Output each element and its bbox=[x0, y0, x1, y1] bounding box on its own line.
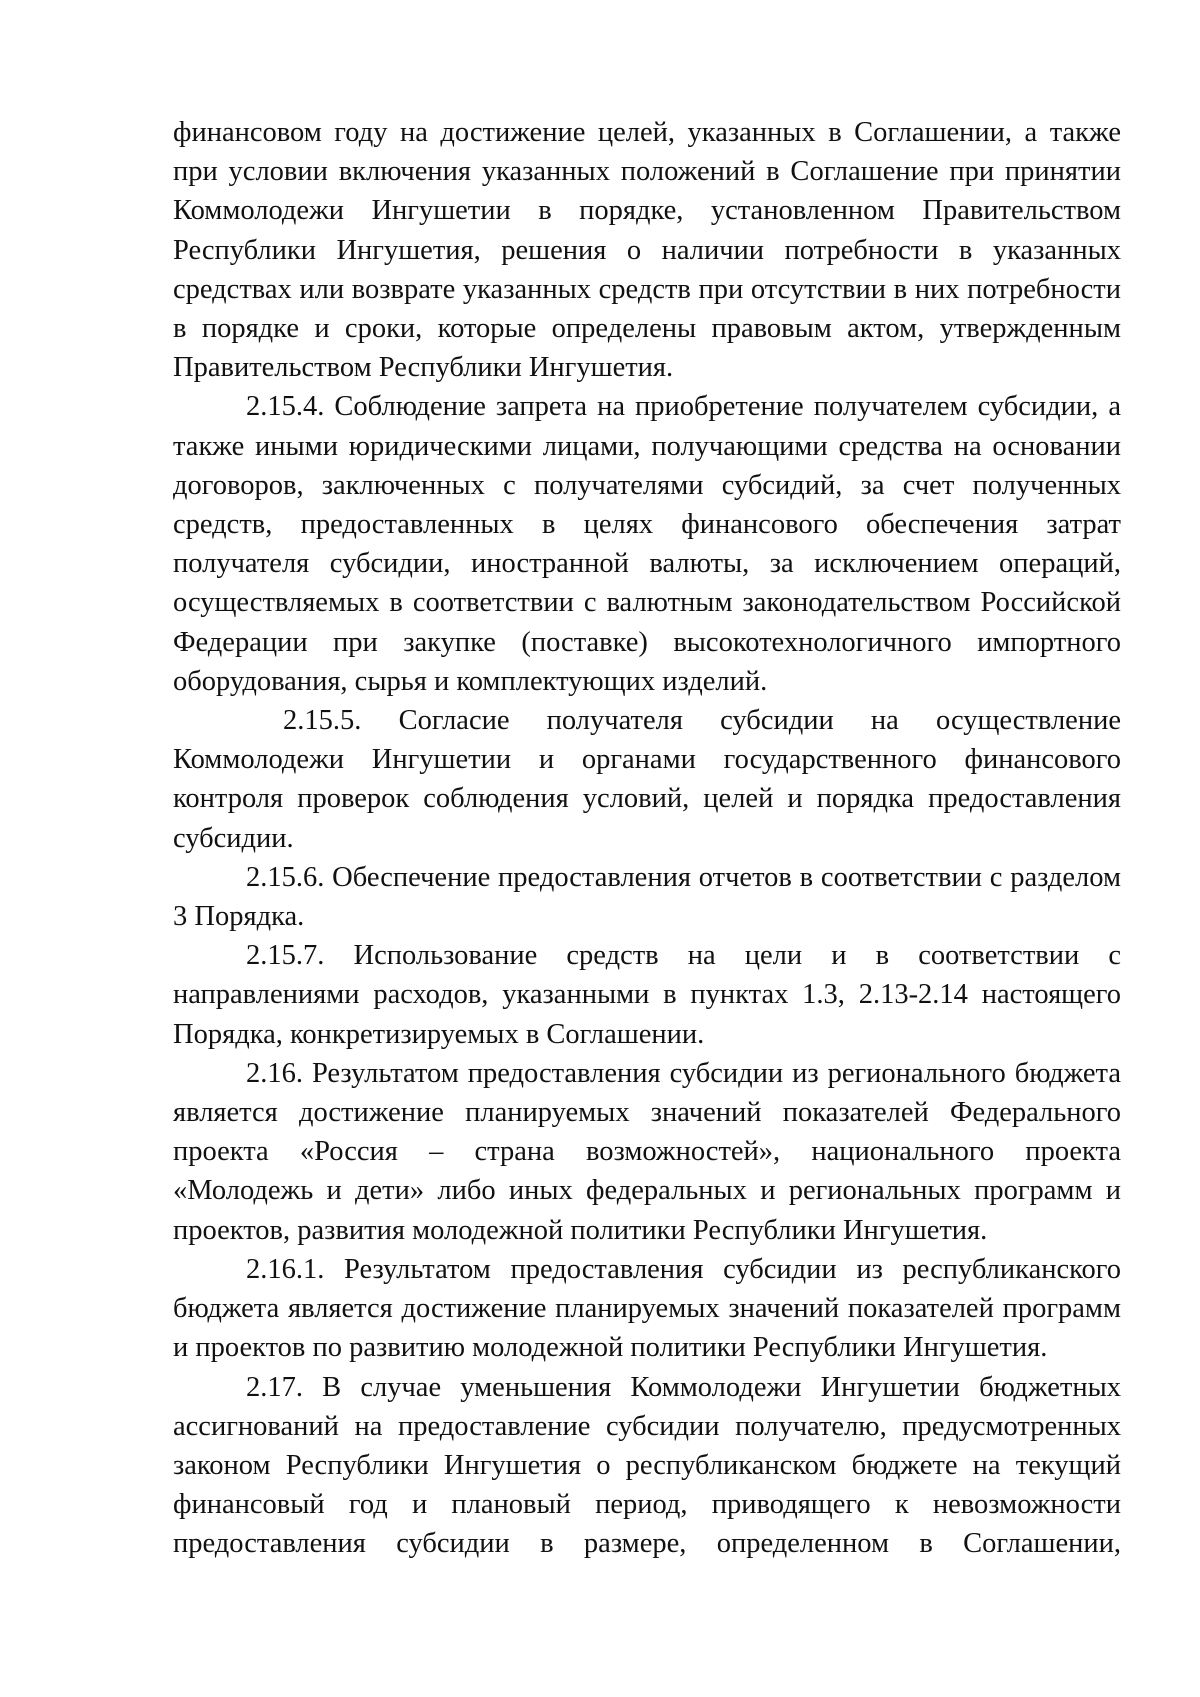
paragraph-2-15-5: 2.15.5. Согласие получателя субсидии на осуществление Коммолодежи Ингушетии и органами государственного финансового контроля проверок соблюдения условий, целей и порядка предоставления субсидии. bbox=[173, 705, 1121, 854]
document-page bbox=[173, 113, 1121, 1564]
paragraph-2-16: 2.16. Результатом предоставления субсидии из регионального бюджета является достижение планируемых значений показателей Федерального проекта «Россия – страна возможностей», национального проекта «Молодежь и дети» либо иных федеральных и региональных программ и проектов, развития молодежной политики Республики Ингушетия. bbox=[173, 1057, 1121, 1246]
paragraph-2-15-7: 2.15.7. Использование средств на цели и в соответствии с направлениями расходов, указанными в пунктах 1.3, 2.13-2.14 настоящего Порядка, конкретизируемых в Соглашении. bbox=[173, 940, 1121, 1050]
paragraph-continuation: финансовом году на достижение целей, указанных в Соглашении, а также при условии включения указанных положений в Соглашение при принятии Коммолодежи Ингушетии в порядке, установленном Правительством Республики Ингушетия, решения о наличии потребности в указанных средствах или возврате указанных средств при отсутствии в них потребности в порядке и сроки, которые определены правовым актом, утвержденным Правительством Республики Ингушетия. bbox=[173, 117, 1121, 384]
paragraph-2-16-1: 2.16.1. Результатом предоставления субсидии из республиканского бюджета является достижение планируемых значений показателей программ и проектов по развитию молодежной политики Республики Ингушетия. bbox=[173, 1253, 1121, 1364]
paragraph-2-15-4: 2.15.4. Соблюдение запрета на приобретение получателем субсидии, а также иными юридическими лицами, получающими средства на основании договоров, заключенных с получателями субсидий, за счет полученных средств, предоставленных в целях финансового обеспечения затрат получателя субсидии, иностранной валюты, за исключением операций, осуществляемых в соответствии с валютным законодательством Российской Федерации при закупке (поставке) высокотехнологичного импортного оборудования, сырья и комплектующих изделий. bbox=[173, 391, 1121, 697]
paragraph-2-17: 2.17. В случае уменьшения Коммолодежи Ингушетии бюджетных ассигнований на предоставление субсидии получателю, предусмотренных законом Республики Ингушетия о республиканском бюджете на текущий финансовый год и плановый период, приводящего к невозможности предоставления субсидии в размере, определенном в Соглашении, bbox=[173, 1371, 1121, 1560]
paragraph-2-15-6: 2.15.6. Обеспечение предоставления отчетов в соответствии с разделом 3 Порядка. bbox=[173, 861, 1121, 933]
